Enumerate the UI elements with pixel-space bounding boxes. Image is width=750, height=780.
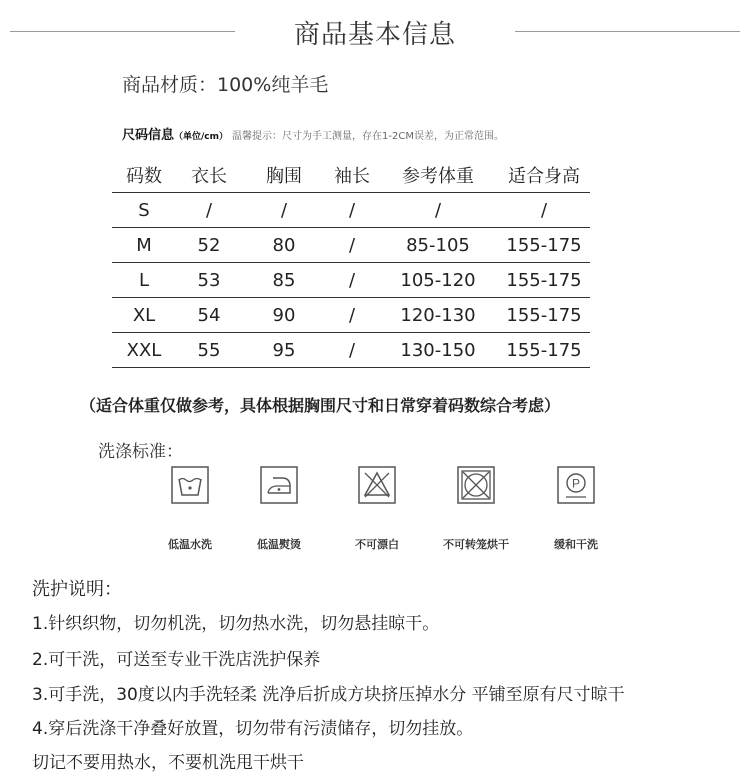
table-cell: /	[176, 193, 242, 228]
care-line: 4.穿后洗涤干净叠好放置，切勿带有污渍储存，切勿挂放。	[32, 719, 474, 739]
col-header-weight: 参考体重	[378, 157, 498, 193]
table-cell: /	[326, 193, 378, 228]
table-row	[112, 298, 590, 333]
care-label: 不可漂白	[355, 538, 399, 551]
table-cell: 54	[176, 298, 242, 333]
care-instructions-title: 洗护说明：	[32, 579, 122, 600]
table-cell: 85-105	[378, 228, 498, 263]
table-cell: S	[112, 193, 176, 228]
care-line: 1.针织织物，切勿机洗，切勿热水洗，切勿悬挂晾干。	[32, 614, 440, 634]
gentle-dry-clean-icon	[557, 466, 595, 504]
table-cell: /	[378, 193, 498, 228]
care-symbol-no-bleach	[327, 466, 427, 552]
table-cell: /	[498, 193, 590, 228]
table-row	[112, 333, 590, 368]
table-cell: 52	[176, 228, 242, 263]
material-text: 商品材质：100%纯羊毛	[122, 74, 329, 96]
no-bleach-icon	[358, 466, 396, 504]
care-label: 缓和干洗	[554, 538, 598, 551]
table-cell: 105-120	[378, 263, 498, 298]
table-row	[112, 193, 590, 228]
col-header-length: 衣长	[176, 157, 242, 193]
size-info-label: 尺码信息	[122, 128, 175, 143]
care-line: 2.可干洗，可送至专业干洗店洗护保养	[32, 650, 321, 670]
table-row	[112, 263, 590, 298]
table-cell: 155-175	[498, 228, 590, 263]
table-cell: /	[242, 193, 326, 228]
table-cell: 155-175	[498, 333, 590, 368]
table-cell: 80	[242, 228, 326, 263]
svg-text:P: P	[571, 476, 581, 491]
weight-note: （适合体重仅做参考，具体根据胸围尺寸和日常穿着码数综合考虑）	[80, 396, 561, 415]
care-symbol-gentle-dry-clean	[526, 466, 626, 552]
col-header-height: 适合身高	[498, 157, 590, 193]
size-info-heading	[122, 124, 504, 143]
col-header-chest: 胸围	[242, 157, 326, 193]
table-cell: 155-175	[498, 263, 590, 298]
page-title: 商品基本信息	[293, 20, 456, 50]
care-line: 切记不要用热水，不要机洗甩干烘干	[32, 753, 304, 773]
table-cell: /	[326, 333, 378, 368]
table-cell: XL	[112, 298, 176, 333]
size-table	[112, 157, 590, 368]
table-cell: 155-175	[498, 298, 590, 333]
table-cell: XXL	[112, 333, 176, 368]
table-cell: 90	[242, 298, 326, 333]
care-label: 不可转笼烘干	[443, 538, 509, 551]
care-symbol-no-tumble-dry	[426, 466, 526, 552]
table-cell: 95	[242, 333, 326, 368]
table-cell: 55	[176, 333, 242, 368]
no-tumble-dry-icon	[457, 466, 495, 504]
table-cell: 120-130	[378, 298, 498, 333]
size-info-tip: 温馨提示：尺寸为手工测量，存在1-2CM误差，为正常范围。	[232, 131, 504, 142]
table-row	[112, 228, 590, 263]
care-line: 3.可手洗，30度以内手洗轻柔 洗净后折成方块挤压掉水分 平铺至原有尺寸晾干	[32, 685, 625, 705]
table-cell: L	[112, 263, 176, 298]
care-symbol-low-temp-iron	[229, 466, 329, 552]
care-label: 低温熨烫	[257, 538, 301, 551]
col-header-sleeve: 袖长	[326, 157, 378, 193]
low-temp-iron-icon	[260, 466, 298, 504]
care-symbol-low-temp-wash	[140, 466, 240, 552]
low-temp-wash-icon	[171, 466, 209, 504]
table-cell: /	[326, 228, 378, 263]
table-cell: /	[326, 298, 378, 333]
size-table-header-row	[112, 157, 590, 193]
size-info-unit: （单位/cm）	[174, 132, 229, 142]
table-cell: 130-150	[378, 333, 498, 368]
table-cell: M	[112, 228, 176, 263]
table-cell: /	[326, 263, 378, 298]
table-cell: 85	[242, 263, 326, 298]
col-header-size: 码数	[112, 157, 176, 193]
care-label: 低温水洗	[168, 538, 212, 551]
table-cell: 53	[176, 263, 242, 298]
wash-standard-title: 洗涤标准：	[98, 442, 183, 462]
